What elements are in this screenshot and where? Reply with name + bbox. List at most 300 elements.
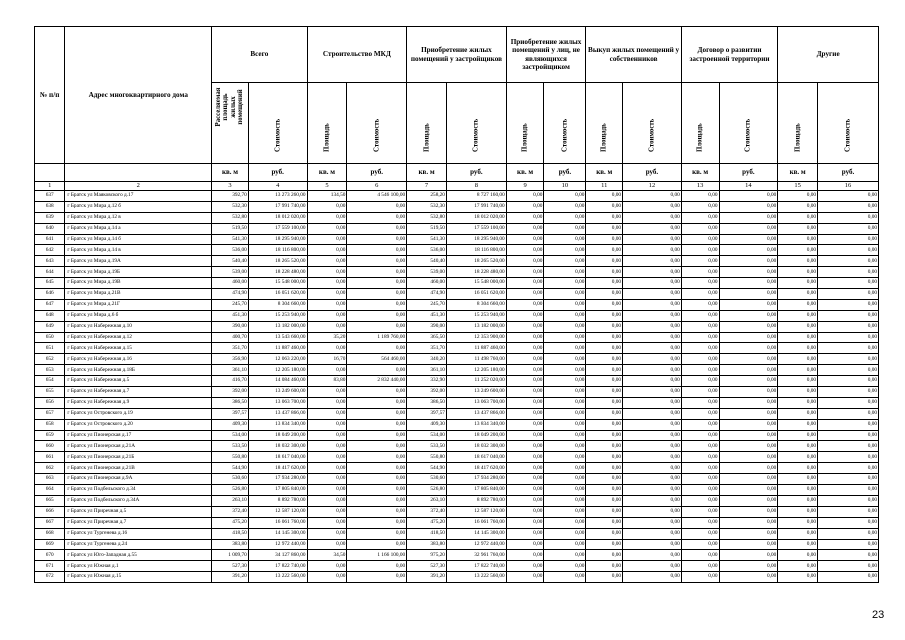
value-cell: 32 961 760,00 (446, 550, 506, 561)
header-area: Площадь (681, 83, 719, 164)
value-cell: 0,00 (681, 299, 719, 310)
header-area: Площадь (778, 83, 818, 164)
table-row (35, 397, 879, 408)
value-cell: 0,00 (307, 408, 347, 419)
value-cell: 0,00 (544, 343, 586, 354)
value-cell: 418,50 (407, 528, 447, 539)
table-row (35, 201, 879, 212)
value-cell: 0,00 (818, 463, 879, 474)
value-cell: 0,00 (623, 343, 682, 354)
value-cell: 0,00 (544, 430, 586, 441)
address-cell: г Братск ул Юго-Западная д.55 (65, 550, 212, 561)
value-cell: 1 166 100,00 (347, 550, 407, 561)
value-cell: 0,00 (544, 452, 586, 463)
value-cell: 0,00 (719, 474, 778, 485)
value-cell: 0,00 (719, 201, 778, 212)
header-group-construction: Строительство МКД (307, 27, 407, 83)
value-cell: 0,00 (506, 376, 544, 387)
value-cell: 0,00 (818, 223, 879, 234)
value-cell: 0,00 (586, 245, 623, 256)
value-cell: 0,00 (778, 191, 818, 202)
value-cell: 0,00 (544, 474, 586, 485)
value-cell: 0,00 (719, 397, 778, 408)
value-cell: 0,00 (506, 201, 544, 212)
value-cell: 0,00 (544, 321, 586, 332)
value-cell: 17 559 100,00 (248, 223, 307, 234)
address-cell: г Братск ул Мира д.12 в (65, 212, 212, 223)
value-cell: 0,00 (681, 419, 719, 430)
table-row (35, 572, 879, 583)
table-row (35, 278, 879, 289)
value-cell: 540,40 (407, 256, 447, 267)
value-cell: 18 617 040,00 (446, 452, 506, 463)
value-cell: 390,00 (407, 321, 447, 332)
address-cell: г Братск ул Тургенева д.16 (65, 528, 212, 539)
value-cell: 0,00 (544, 463, 586, 474)
value-cell: 0,00 (506, 321, 544, 332)
page-number: 23 (872, 609, 885, 621)
value-cell: 975,20 (407, 550, 447, 561)
value-cell: 0,00 (818, 245, 879, 256)
value-cell: 0,00 (544, 397, 586, 408)
header-cost: Стоимость (446, 83, 506, 164)
value-cell: 0,00 (778, 539, 818, 550)
value-cell: 258,20 (407, 191, 447, 202)
table-row (35, 289, 879, 300)
value-cell: 0,00 (307, 245, 347, 256)
value-cell: 0,00 (623, 539, 682, 550)
value-cell: 0,00 (544, 234, 586, 245)
value-cell: 0,00 (307, 463, 347, 474)
value-cell: 536,00 (212, 245, 249, 256)
address-cell: г Братск ул Мира д.14 а (65, 223, 212, 234)
value-cell: 0,00 (506, 517, 544, 528)
value-cell: 0,00 (778, 245, 818, 256)
value-cell: 0,00 (586, 506, 623, 517)
value-cell: 14 145 300,00 (446, 528, 506, 539)
value-cell: 0,00 (506, 267, 544, 278)
value-cell: 0,00 (623, 299, 682, 310)
column-number: 3 (212, 182, 249, 191)
value-cell: 0,00 (719, 550, 778, 561)
value-cell: 0,00 (586, 419, 623, 430)
value-cell: 0,00 (681, 343, 719, 354)
value-cell: 0,00 (586, 474, 623, 485)
value-cell: 0,00 (544, 267, 586, 278)
value-cell: 0,00 (681, 289, 719, 300)
value-cell: 0,00 (681, 430, 719, 441)
value-cell: 0,00 (347, 343, 407, 354)
value-cell: 0,00 (307, 441, 347, 452)
header-row-column-numbers (35, 182, 879, 191)
value-cell: 0,00 (681, 267, 719, 278)
value-cell: 332,90 (407, 376, 447, 387)
row-number-cell: 666 (35, 506, 65, 517)
value-cell: 13 437 866,00 (248, 408, 307, 419)
value-cell: 12 587 120,00 (248, 506, 307, 517)
value-cell: 4 546 100,00 (347, 191, 407, 202)
value-cell: 372,40 (212, 506, 249, 517)
value-cell: 0,00 (719, 376, 778, 387)
table-row (35, 561, 879, 572)
column-number: 10 (544, 182, 586, 191)
value-cell: 0,00 (719, 321, 778, 332)
value-cell: 0,00 (778, 474, 818, 485)
value-cell: 16 061 760,00 (248, 517, 307, 528)
value-cell: 0,00 (719, 561, 778, 572)
value-cell: 11 498 760,00 (446, 354, 506, 365)
table-row (35, 430, 879, 441)
header-area: Площадь (407, 83, 447, 164)
row-number-cell: 647 (35, 299, 65, 310)
row-number-cell: 664 (35, 485, 65, 496)
value-cell: 544,90 (407, 463, 447, 474)
value-cell: 0,00 (623, 485, 682, 496)
value-cell: 0,00 (818, 299, 879, 310)
units-cell: кв. м (681, 164, 719, 182)
column-number: 6 (347, 182, 407, 191)
value-cell: 12 063 220,00 (248, 354, 307, 365)
value-cell: 0,00 (544, 332, 586, 343)
value-cell: 0,00 (818, 201, 879, 212)
value-cell: 0,00 (778, 495, 818, 506)
value-cell: 0,00 (347, 452, 407, 463)
value-cell: 391,20 (212, 572, 249, 583)
row-number-cell: 640 (35, 223, 65, 234)
value-cell: 474,90 (212, 289, 249, 300)
value-cell: 0,00 (307, 299, 347, 310)
table-row (35, 550, 879, 561)
value-cell: 0,00 (818, 267, 879, 278)
value-cell: 0,00 (778, 321, 818, 332)
value-cell: 0,00 (623, 376, 682, 387)
row-number-cell: 659 (35, 430, 65, 441)
address-cell: г Братск ул Южная д.1 (65, 561, 212, 572)
value-cell: 0,00 (347, 299, 407, 310)
units-cell: руб. (446, 164, 506, 182)
value-cell: 18 265 520,00 (446, 256, 506, 267)
value-cell: 0,00 (681, 463, 719, 474)
value-cell: 0,00 (347, 234, 407, 245)
row-number-cell: 641 (35, 234, 65, 245)
value-cell: 0,00 (347, 495, 407, 506)
value-cell: 386,50 (212, 397, 249, 408)
value-cell: 0,00 (506, 506, 544, 517)
value-cell: 0,00 (307, 343, 347, 354)
value-cell: 0,00 (544, 517, 586, 528)
row-number-cell: 662 (35, 463, 65, 474)
value-cell: 0,00 (506, 289, 544, 300)
units-cell: руб. (544, 164, 586, 182)
column-number: 11 (586, 182, 623, 191)
address-cell: г Братск ул Набережная д.9 (65, 397, 212, 408)
value-cell: 0,00 (307, 201, 347, 212)
value-cell: 532,80 (407, 212, 447, 223)
value-cell: 351,70 (407, 343, 447, 354)
value-cell: 0,00 (506, 430, 544, 441)
value-cell: 11 252 020,00 (446, 376, 506, 387)
value-cell: 0,00 (347, 278, 407, 289)
value-cell: 530,60 (407, 474, 447, 485)
value-cell: 0,00 (818, 506, 879, 517)
table-row (35, 223, 879, 234)
value-cell: 0,00 (506, 387, 544, 398)
value-cell: 0,00 (347, 517, 407, 528)
value-cell: 0,00 (681, 201, 719, 212)
value-cell: 0,00 (623, 441, 682, 452)
value-cell: 0,00 (544, 572, 586, 583)
header-area: Площадь (307, 83, 347, 164)
value-cell: 0,00 (623, 550, 682, 561)
value-cell: 0,00 (623, 365, 682, 376)
value-cell: 0,00 (307, 267, 347, 278)
column-number: 12 (623, 182, 682, 191)
value-cell: 0,00 (719, 430, 778, 441)
value-cell: 0,00 (544, 223, 586, 234)
value-cell: 13 543 660,00 (248, 332, 307, 343)
value-cell: 0,00 (719, 506, 778, 517)
value-cell: 0,00 (307, 234, 347, 245)
value-cell: 0,00 (623, 256, 682, 267)
value-cell: 409,30 (212, 419, 249, 430)
value-cell: 0,00 (544, 365, 586, 376)
value-cell: 0,00 (307, 289, 347, 300)
value-cell: 0,00 (778, 365, 818, 376)
table-body (35, 27, 879, 583)
value-cell: 0,00 (307, 517, 347, 528)
header-group-total: Всего (212, 27, 307, 83)
table-row (35, 441, 879, 452)
value-cell: 0,00 (681, 550, 719, 561)
value-cell: 0,00 (818, 430, 879, 441)
value-cell: 0,00 (586, 387, 623, 398)
header-cost: Стоимость (623, 83, 682, 164)
row-number-cell: 650 (35, 332, 65, 343)
value-cell: 0,00 (818, 517, 879, 528)
row-number-cell: 648 (35, 310, 65, 321)
value-cell: 0,00 (307, 397, 347, 408)
value-cell: 0,00 (307, 474, 347, 485)
value-cell: 0,00 (586, 212, 623, 223)
value-cell: 2 832 440,00 (347, 376, 407, 387)
value-cell: 0,00 (719, 463, 778, 474)
value-cell: 18 049 200,00 (446, 430, 506, 441)
row-number-cell: 654 (35, 376, 65, 387)
value-cell: 527,30 (212, 561, 249, 572)
header-cost: Стоимость (544, 83, 586, 164)
value-cell: 0,00 (778, 267, 818, 278)
value-cell: 0,00 (778, 550, 818, 561)
value-cell: 8 727 160,00 (446, 191, 506, 202)
value-cell: 18 617 040,00 (248, 452, 307, 463)
value-cell: 12 972 440,00 (248, 539, 307, 550)
value-cell: 16,70 (307, 354, 347, 365)
value-cell: 0,00 (818, 419, 879, 430)
header-col-address: Адрес многоквартирного дома (65, 27, 212, 164)
value-cell: 391,20 (407, 572, 447, 583)
value-cell: 0,00 (506, 408, 544, 419)
value-cell: 0,00 (506, 212, 544, 223)
value-cell: 0,00 (818, 441, 879, 452)
row-number-cell: 637 (35, 191, 65, 202)
row-number-cell: 670 (35, 550, 65, 561)
value-cell: 0,00 (623, 419, 682, 430)
address-cell: г Братск ул Набережная д.7 (65, 387, 212, 398)
value-cell: 0,00 (307, 256, 347, 267)
value-cell: 400,70 (212, 332, 249, 343)
value-cell: 0,00 (506, 452, 544, 463)
units-cell: кв. м (586, 164, 623, 182)
value-cell: 13 063 700,00 (446, 397, 506, 408)
value-cell: 0,00 (778, 376, 818, 387)
value-cell: 0,00 (681, 452, 719, 463)
header-cost: Стоимость (347, 83, 407, 164)
value-cell: 0,00 (623, 517, 682, 528)
column-number: 1 (35, 182, 65, 191)
value-cell: 0,00 (586, 485, 623, 496)
value-cell: 0,00 (586, 528, 623, 539)
value-cell: 530,60 (212, 474, 249, 485)
column-number: 16 (818, 182, 879, 191)
value-cell: 550,80 (407, 452, 447, 463)
value-cell: 0,00 (681, 387, 719, 398)
value-cell: 0,00 (544, 354, 586, 365)
value-cell: 0,00 (623, 561, 682, 572)
value-cell: 0,00 (681, 572, 719, 583)
value-cell: 0,00 (778, 332, 818, 343)
value-cell: 8 304 660,00 (248, 299, 307, 310)
value-cell: 0,00 (586, 354, 623, 365)
row-number-cell: 644 (35, 267, 65, 278)
value-cell: 17 934 280,00 (446, 474, 506, 485)
address-cell: г Братск ул Пионерская д.21В (65, 463, 212, 474)
units-cell: кв. м (506, 164, 544, 182)
value-cell: 0,00 (347, 310, 407, 321)
value-cell: 564 460,00 (347, 354, 407, 365)
value-cell: 0,00 (586, 539, 623, 550)
value-cell: 0,00 (506, 485, 544, 496)
value-cell: 372,40 (407, 506, 447, 517)
value-cell: 0,00 (778, 201, 818, 212)
value-cell: 245,70 (212, 299, 249, 310)
address-cell: г Братск ул Мира д.14 б (65, 234, 212, 245)
value-cell: 0,00 (347, 267, 407, 278)
value-cell: 534,00 (212, 430, 249, 441)
address-cell: г Братск ул Мира д.19В (65, 278, 212, 289)
value-cell: 13 834 340,00 (248, 419, 307, 430)
value-cell: 0,00 (623, 354, 682, 365)
address-cell: г Братск ул Набережная д.18Б (65, 365, 212, 376)
value-cell: 16 051 620,00 (248, 289, 307, 300)
value-cell: 0,00 (719, 223, 778, 234)
column-number: 14 (719, 182, 778, 191)
value-cell: 0,00 (347, 212, 407, 223)
value-cell: 13 222 560,00 (446, 572, 506, 583)
units-cell: руб. (818, 164, 879, 182)
value-cell: 0,00 (681, 506, 719, 517)
value-cell: 0,00 (719, 289, 778, 300)
value-cell: 34,50 (307, 550, 347, 561)
value-cell: 0,00 (623, 430, 682, 441)
header-area: Площадь (586, 83, 623, 164)
table-row (35, 310, 879, 321)
value-cell: 18 012 020,00 (446, 212, 506, 223)
value-cell: 13 182 000,00 (446, 321, 506, 332)
value-cell: 13 834 340,00 (446, 419, 506, 430)
value-cell: 0,00 (347, 463, 407, 474)
value-cell: 12 353 900,00 (446, 332, 506, 343)
value-cell: 0,00 (719, 354, 778, 365)
value-cell: 0,00 (818, 539, 879, 550)
value-cell: 0,00 (586, 289, 623, 300)
value-cell: 0,00 (719, 343, 778, 354)
value-cell: 0,00 (778, 397, 818, 408)
value-cell: 526,80 (407, 485, 447, 496)
units-cell: руб. (719, 164, 778, 182)
address-cell: г Братск ул Пионерская д.21А (65, 441, 212, 452)
table-row (35, 191, 879, 202)
value-cell: 0,00 (586, 191, 623, 202)
value-cell: 0,00 (818, 289, 879, 300)
value-cell: 383,80 (212, 539, 249, 550)
table-row (35, 463, 879, 474)
value-cell: 18 012 020,00 (248, 212, 307, 223)
value-cell: 0,00 (818, 234, 879, 245)
value-cell: 18 228 480,00 (446, 267, 506, 278)
value-cell: 0,00 (778, 528, 818, 539)
value-cell: 0,00 (623, 463, 682, 474)
address-cell: г Братск ул Островского д.20 (65, 419, 212, 430)
value-cell: 0,00 (778, 506, 818, 517)
value-cell: 397,57 (212, 408, 249, 419)
header-group-buyout: Выкуп жилых помещений у собственников (586, 27, 681, 83)
value-cell: 0,00 (623, 310, 682, 321)
value-cell: 0,00 (623, 452, 682, 463)
table-row (35, 245, 879, 256)
value-cell: 0,00 (586, 452, 623, 463)
value-cell: 0,00 (586, 299, 623, 310)
value-cell: 418,50 (212, 528, 249, 539)
value-cell: 0,00 (307, 310, 347, 321)
value-cell: 0,00 (544, 278, 586, 289)
value-cell: 0,00 (719, 234, 778, 245)
value-cell: 0,00 (307, 387, 347, 398)
value-cell: 0,00 (681, 245, 719, 256)
address-cell: г Братск ул Приречная д.7 (65, 517, 212, 528)
value-cell: 0,00 (347, 245, 407, 256)
value-cell: 11 887 460,00 (248, 343, 307, 354)
header-row-units (35, 164, 879, 182)
value-cell: 0,00 (623, 234, 682, 245)
value-cell: 0,00 (719, 191, 778, 202)
value-cell: 0,00 (818, 572, 879, 583)
value-cell: 0,00 (818, 212, 879, 223)
resettlement-table (34, 26, 879, 583)
value-cell: 0,00 (307, 452, 347, 463)
header-group-territory-development: Договор о развитии застроенной территории (681, 27, 777, 83)
table-row (35, 332, 879, 343)
row-number-cell: 643 (35, 256, 65, 267)
value-cell: 0,00 (778, 299, 818, 310)
value-cell: 0,00 (681, 397, 719, 408)
value-cell: 0,00 (778, 354, 818, 365)
value-cell: 0,00 (818, 332, 879, 343)
value-cell: 0,00 (347, 387, 407, 398)
table-row (35, 343, 879, 354)
value-cell: 0,00 (778, 310, 818, 321)
value-cell: 0,00 (586, 267, 623, 278)
value-cell: 0,00 (681, 256, 719, 267)
